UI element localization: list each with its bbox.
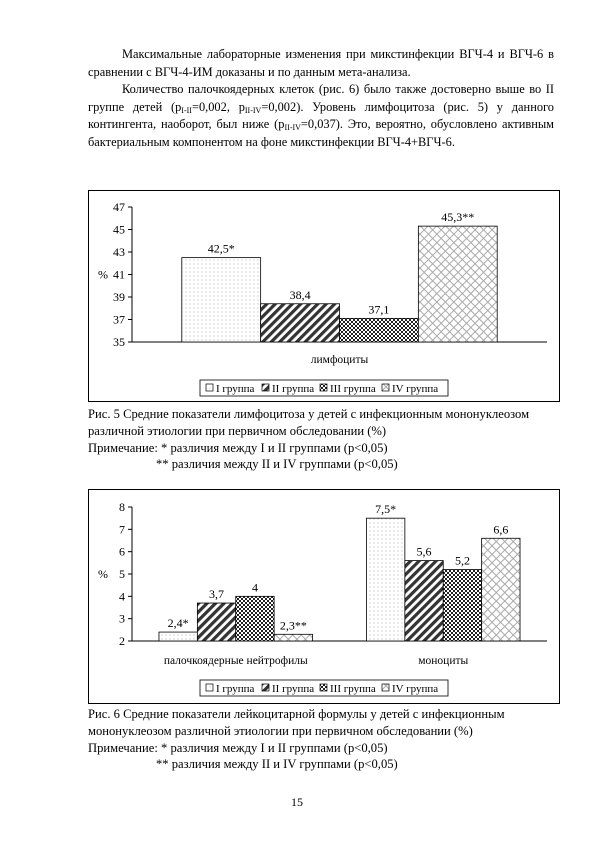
page-number: 15 <box>291 795 303 809</box>
y-tick-label: 3 <box>119 611 125 626</box>
bar <box>418 226 497 342</box>
legend-label: III группа <box>330 683 376 695</box>
figure-5-note-1: Примечание: * различия между I и II группами (p<0,05) <box>88 440 388 455</box>
data-label: 4 <box>251 580 258 595</box>
figure-5-caption: Рис. 5 Средние показатели лимфоцитоза у детей с инфекционным мононуклеозом различной этиологии при первичном обследовании (%) <box>88 407 530 438</box>
legend-swatch <box>206 384 213 391</box>
data-label: 42,5* <box>207 241 235 256</box>
bar <box>482 538 520 641</box>
data-label: 37,1 <box>368 302 390 317</box>
legend-label: I группа <box>216 383 255 395</box>
bar <box>182 258 261 342</box>
data-label: 6,6 <box>493 522 509 537</box>
figure-6-chart <box>89 490 559 703</box>
y-axis-label: % <box>98 567 108 581</box>
bar <box>366 518 404 641</box>
figure-6-caption: Рис. 6 Средние показатели лейкоцитарной формулы у детей с инфекционным мононуклеозом различной этиологии при первичном обследовании (%) <box>88 707 505 738</box>
bar <box>274 634 312 641</box>
legend-swatch <box>206 684 213 691</box>
figure-6-note-2: ** различия между II и IV группами (p<0,05) <box>156 757 398 772</box>
y-tick-label: 6 <box>119 544 125 559</box>
subscript-3: II-IV <box>284 123 301 132</box>
y-tick-label: 47 <box>113 200 125 214</box>
legend-label: II группа <box>272 683 315 695</box>
figure-6-chart-frame <box>88 489 560 704</box>
bar <box>405 561 443 641</box>
bar <box>261 304 340 342</box>
paragraph-2-part-d: =0,037). Это, вероятно, обусловлено активным бактериальным компонентом на фоне микстинфекции ВГЧ-4+ВГЧ-6. <box>88 117 554 149</box>
data-label: 3,7 <box>209 587 225 602</box>
legend-label: IV группа <box>392 383 439 395</box>
data-label: 2,4* <box>167 616 189 631</box>
legend-label: III группа <box>330 383 376 395</box>
paragraph-2 <box>88 81 554 151</box>
y-axis-label: % <box>98 267 108 282</box>
y-tick-label: 4 <box>119 589 125 604</box>
y-tick-label: 41 <box>113 267 125 282</box>
figure-6-caption-block <box>88 706 558 773</box>
y-tick-label: 5 <box>119 567 125 581</box>
paragraph-2-part-b: =0,002, p <box>191 99 245 114</box>
figure-5-chart <box>89 191 559 401</box>
category-label: лимфоциты <box>310 354 369 366</box>
bar <box>159 632 197 641</box>
y-tick-label: 2 <box>119 634 125 648</box>
paragraph-2-part-a: Количество палочкоядерных клеток (рис. 6) было также достоверно выше во II группе детей (p <box>88 82 554 114</box>
data-label: 2,3** <box>279 618 307 633</box>
data-label: 5,6 <box>416 544 432 559</box>
y-tick-label: 7 <box>119 522 125 537</box>
paragraph-2-part-c: =0,002). Уровень лимфоцитоза (рис. 5) у данного контингента, наоборот, был ниже (p <box>88 99 554 131</box>
y-tick-label: 45 <box>113 222 125 237</box>
y-tick-label: 37 <box>113 312 125 327</box>
category-label: моноциты <box>418 655 469 667</box>
data-label: 5,2 <box>454 553 470 568</box>
legend-label: II группа <box>272 383 315 395</box>
data-label: 45,3** <box>441 210 475 225</box>
figure-5-note-2: ** различия между II и IV группами (p<0,05) <box>156 457 398 472</box>
legend-label: IV группа <box>392 683 439 695</box>
y-tick-label: 39 <box>113 290 125 304</box>
legend-swatch <box>262 384 269 391</box>
y-tick-label: 43 <box>113 245 125 259</box>
figure-5-caption-block <box>88 406 558 473</box>
legend-label: I группа <box>216 683 255 695</box>
figure-6-note-1: Примечание: * различия между I и II группами (p<0,05) <box>88 740 388 755</box>
category-label: палочкоядерные нейтрофилы <box>163 655 308 667</box>
paragraph-1 <box>88 46 554 81</box>
bar <box>443 570 481 641</box>
y-tick-label: 8 <box>119 500 125 514</box>
legend-swatch <box>320 684 327 691</box>
data-label: 7,5* <box>375 502 397 517</box>
legend-swatch <box>320 384 327 391</box>
figure-5-chart-frame <box>88 190 560 402</box>
legend-swatch <box>382 684 389 691</box>
subscript-1: I-II <box>181 105 192 115</box>
paragraph-1-text: Максимальные лабораторные изменения при микстинфекции ВГЧ-4 и ВГЧ-6 в сравнении с ВГЧ-4-ИМ доказаны и по данным мета-анализа. <box>88 47 554 79</box>
bar <box>197 603 235 641</box>
legend-swatch <box>382 384 389 391</box>
bar <box>236 596 274 641</box>
y-tick-label: 35 <box>113 335 125 349</box>
bar <box>340 318 419 342</box>
data-label: 38,4 <box>289 287 311 302</box>
subscript-2: II-IV <box>244 105 262 115</box>
legend-swatch <box>262 684 269 691</box>
